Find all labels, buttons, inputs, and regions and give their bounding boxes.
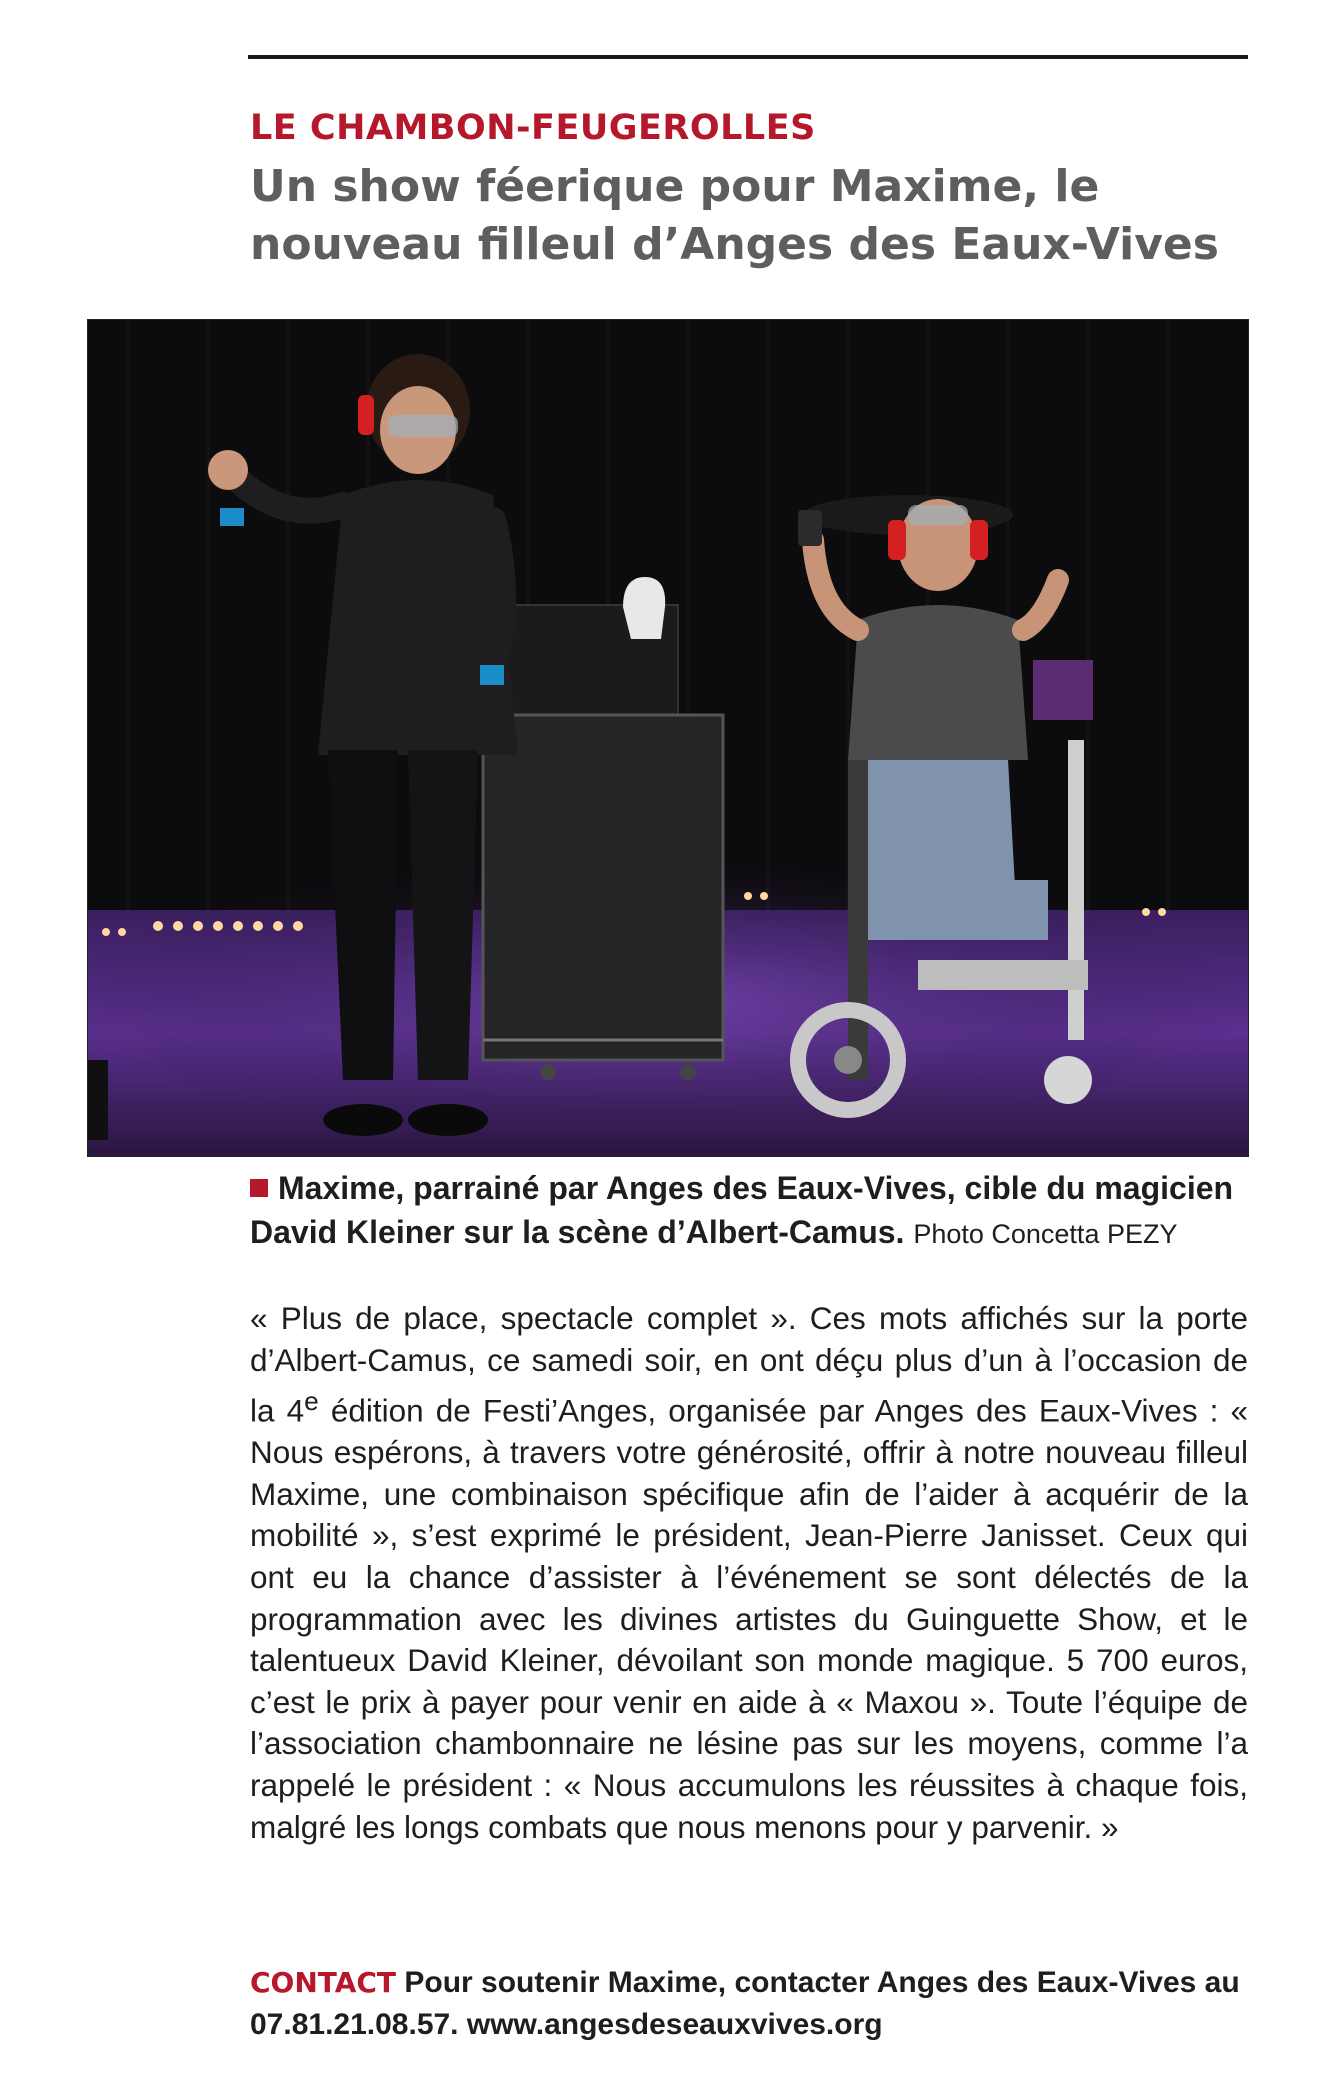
ordinal-superscript: e — [304, 1386, 319, 1417]
article-body-part2: édition de Festi’Anges, organisée par Anges des Eaux-Vives : « Nous espérons, à travers votre générosité, offrir à notre nouveau filleul Maxime, une combinaison spécifique afin de l’aider à acquérir de la mobilité », s’est exprimé le président, Jean-Pierre Janisset. Ceux qui ont eu la chance d’assister à l’événement se sont délectés de la programmation avec les divines artistes du Guinguette Show, et le talentueux David Kleiner, dévoilant son monde magique. 5 700 euros, c’est le prix à payer pour venir en aide à « Maxou ». Toute l’équipe de l’association chambonnaire ne lésine pas sur les moyens, comme l’a rappelé le président : « Nous accumulons les réussites à chaque fois, malgré les longs combats que nous menons pour y parvenir. » — [250, 1392, 1248, 1845]
contact-text: Pour soutenir Maxime, contacter Anges des Eaux-Vives au 07.81.21.08.57. www.angesdeseauxvives.org — [250, 1966, 1240, 2041]
article-photo — [87, 319, 1249, 1157]
caption-marker — [250, 1179, 268, 1197]
contact-label: CONTACT — [250, 1966, 397, 1999]
article-body — [250, 1298, 1248, 1848]
article-kicker: LE CHAMBON-FEUGEROLLES — [250, 108, 816, 148]
article-headline: Un show féerique pour Maxime, le nouveau filleul d’Anges des Eaux-Vives — [250, 161, 1219, 270]
photo-caption — [250, 1166, 1250, 1256]
article-body-part1: « Plus de place, spectacle complet ». Ces mots affichés sur la porte d’Albert-Camus, ce samedi soir, en ont déçu plus d’un à l’occasion de la 4 — [250, 1300, 1248, 1429]
top-rule — [248, 55, 1248, 59]
caption-text: Maxime, parrainé par Anges des Eaux-Vives, cible du magicien David Kleiner sur la scène d’Albert-Camus. — [250, 1170, 1234, 1250]
photo-credit: Photo Concetta PEZY — [913, 1219, 1178, 1249]
contact-block — [250, 1962, 1250, 2046]
